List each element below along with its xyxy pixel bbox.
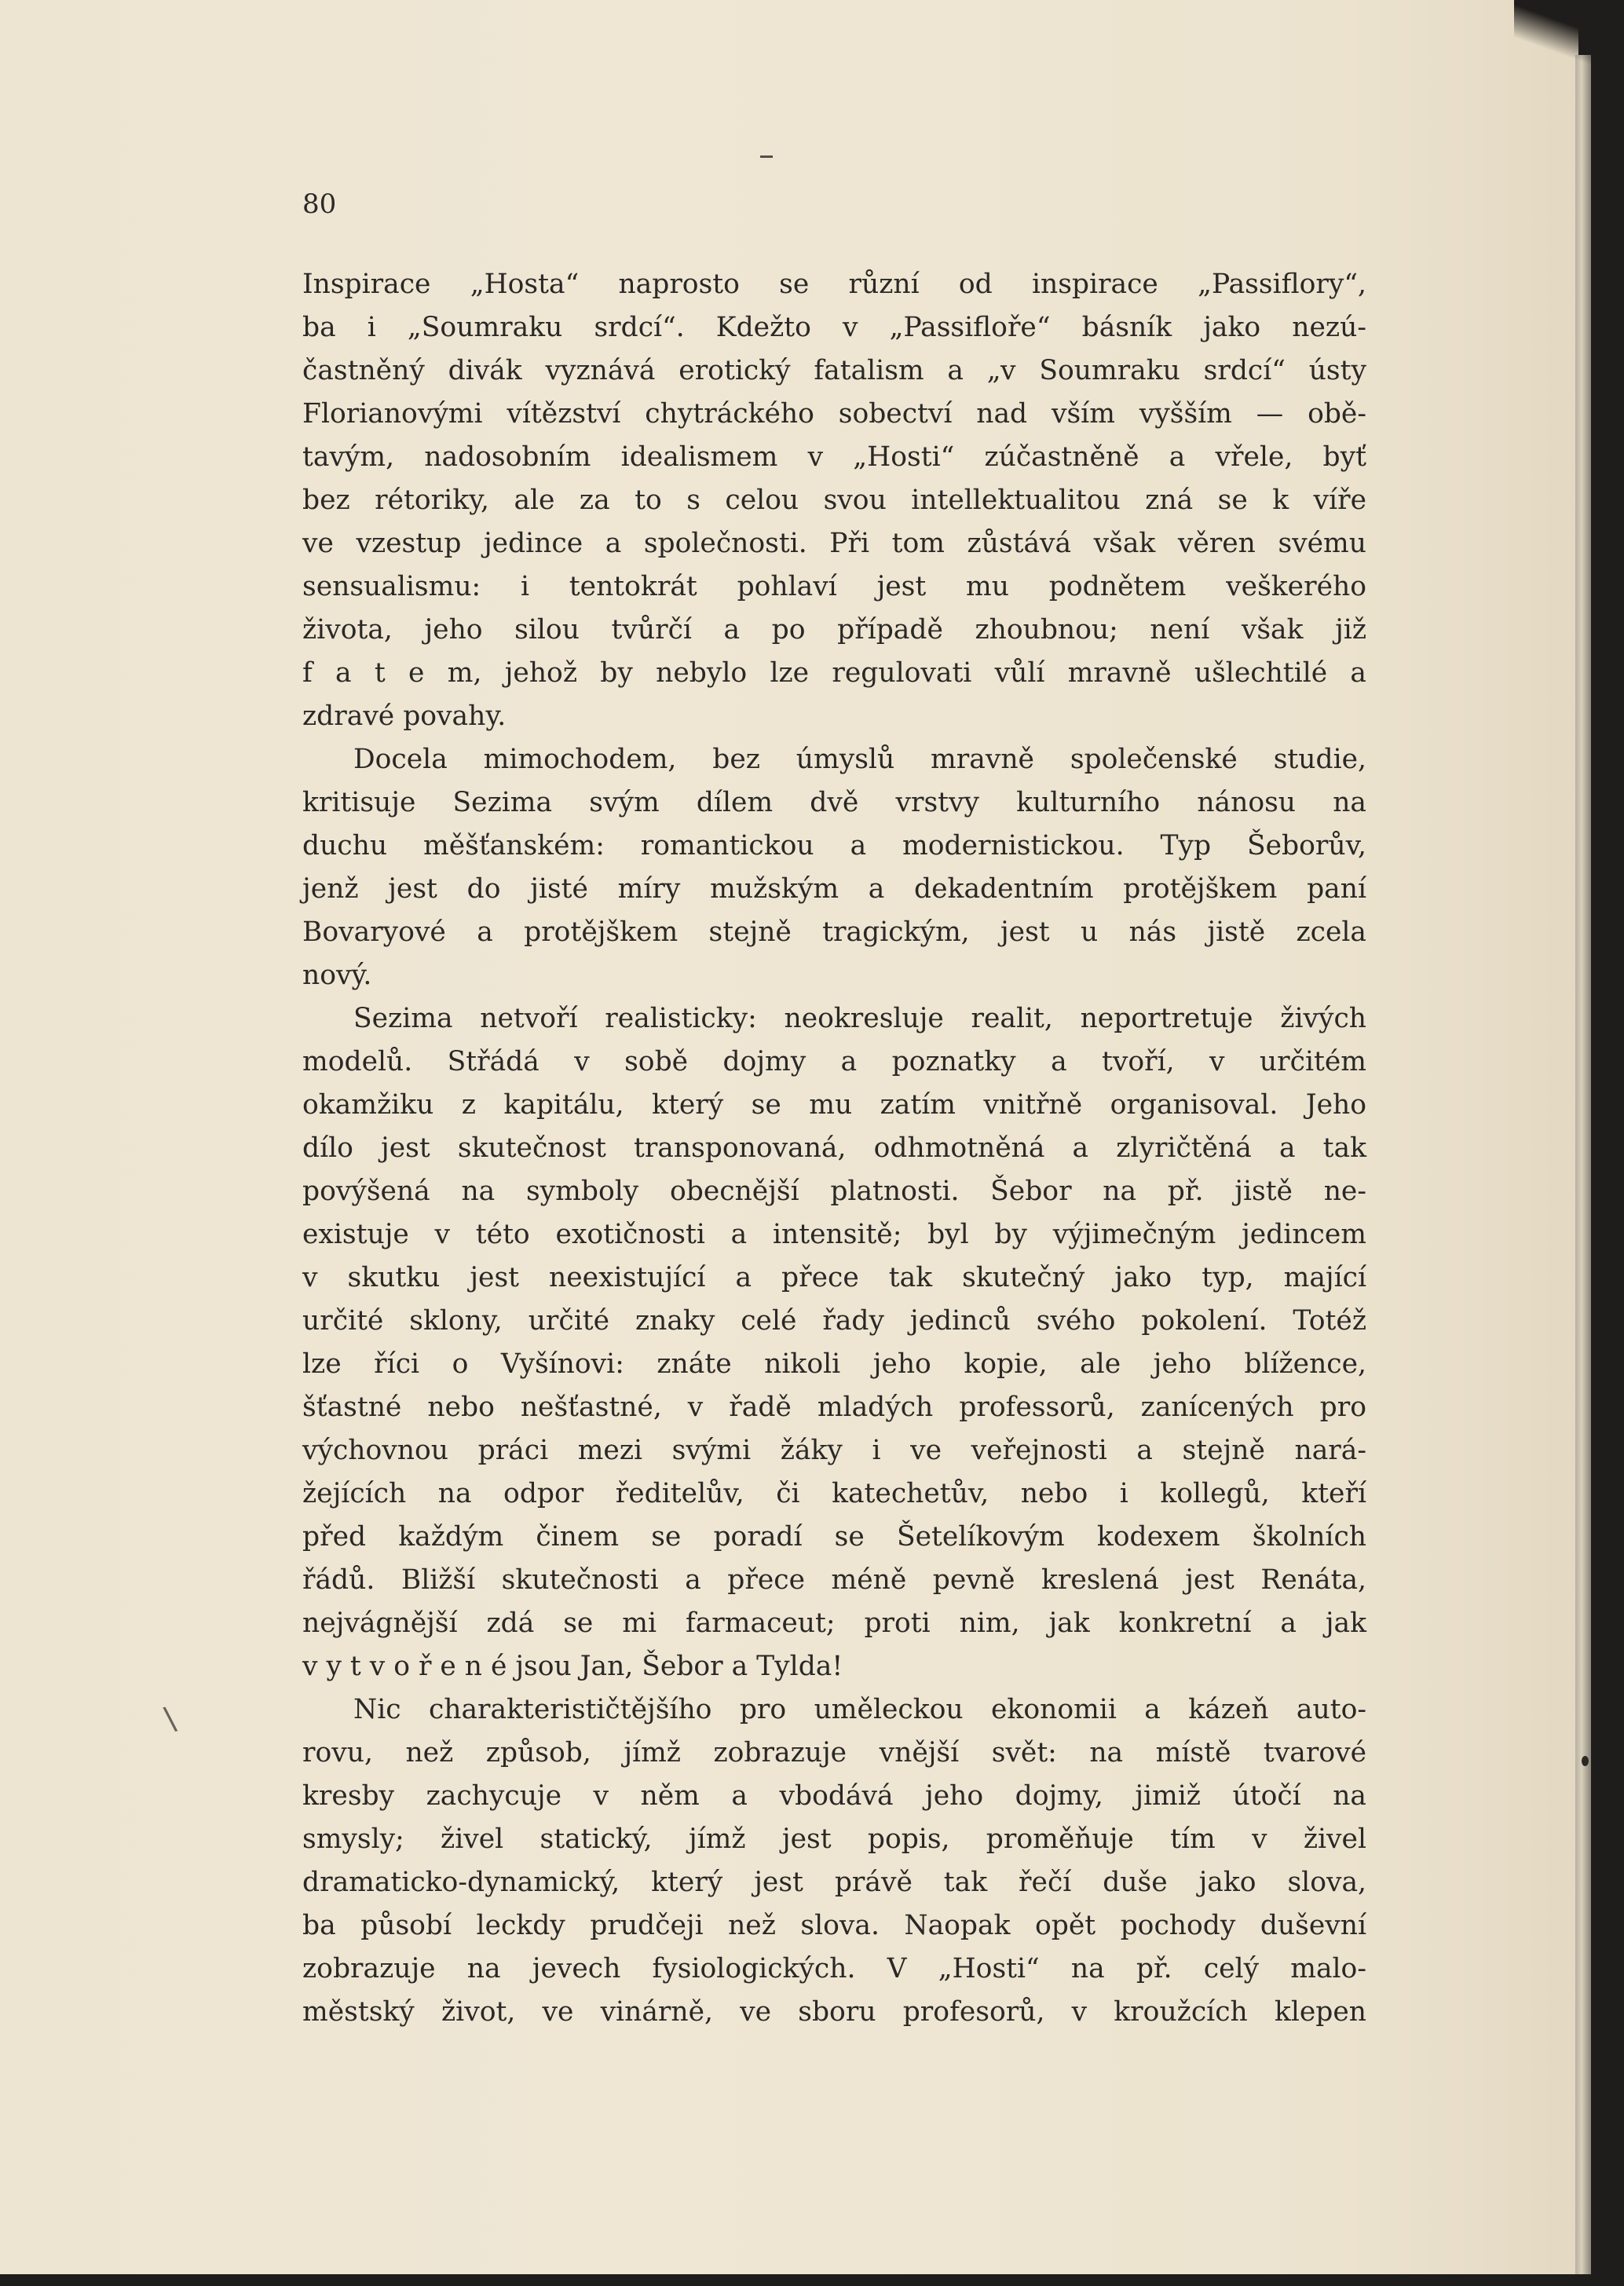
text-line: okamžiku z kapitálu, který se mu zatím vnitřně organisoval. Jeho [302, 1089, 1366, 1121]
text-line: povýšená na symboly obecnější platnosti. Šebor na př. jistě ne- [302, 1176, 1366, 1207]
text-line: lze říci o Vyšínovi: znáte nikoli jeho kopie, ale jeho blížence, [302, 1348, 1366, 1380]
text-line: existuje v této exotičnosti a intensitě; byl by výjimečným jedincem [302, 1219, 1366, 1250]
edge-spot [1582, 1756, 1589, 1766]
text-line: jenž jest do jisté míry mužským a dekadentním protějškem paní [302, 873, 1366, 905]
text-line: bez rétoriky, ale za to s celou svou intellektualitou zná se k víře [302, 485, 1366, 516]
text-line: nový. [302, 960, 372, 991]
text-line: kresby zachycuje v něm a vbodává jeho dojmy, jimiž útočí na [302, 1780, 1366, 1812]
text-line: výchovnou práci mezi svými žáky i ve veřejnosti a stejně nará- [302, 1435, 1366, 1466]
text-line: Bovaryové a protějškem stejně tragickým, jest u nás jistě zcela [302, 916, 1366, 948]
paragraph-3 [302, 997, 1366, 1688]
text-line: dílo jest skutečnost transponovaná, odhmotněná a zlyričtěná a tak [302, 1132, 1366, 1164]
text-line: žejících na odpor ředitelův, či katechetův, nebo i kollegů, kteří [302, 1478, 1366, 1509]
text-line: ve vzestup jedince a společnosti. Při tom zůstává však věren svému [302, 528, 1366, 559]
text-line: před každým činem se poradí se Šetelíkovým kodexem školních [302, 1521, 1366, 1553]
paragraph-4 [302, 1688, 1366, 2034]
text-line: smysly; živel statický, jímž jest popis, proměňuje tím v živel [302, 1823, 1366, 1855]
text-line: řádů. Bližší skutečnosti a přece méně pevně kreslená jest Renáta, [302, 1564, 1366, 1596]
text-line: duchu měšťanském: romantickou a modernistickou. Typ Šeborův, [302, 830, 1366, 861]
corner-shadow [1514, 0, 1624, 71]
text-line: Inspirace „Hosta“ naprosto se různí od inspirace „Passiflory“, [302, 269, 1366, 300]
body-text [302, 263, 1366, 2034]
print-mark [760, 155, 773, 158]
paragraph-2 [302, 738, 1366, 997]
text-line: tavým, nadosobním idealismem v „Hosti“ zúčastněně a vřele, byť [302, 441, 1366, 473]
text-line: modelů. Střádá v sobě dojmy a poznatky a tvoří, v určitém [302, 1046, 1366, 1077]
text-line: sensualismu: i tentokrát pohlaví jest mu podnětem veškerého [302, 571, 1366, 602]
text-line: zobrazuje na jevech fysiologických. V „Hosti“ na př. celý malo- [302, 1953, 1366, 1984]
page-edge [1575, 55, 1591, 2274]
text-line: Florianovými vítězství chytráckého sobectví nad vším vyšším — obě- [302, 398, 1366, 430]
text-line: šťastné nebo nešťastné, v řadě mladých professorů, zanícených pro [302, 1392, 1366, 1423]
text-line: městský život, ve vinárně, ve sboru profesorů, v kroužcích klepen [302, 1996, 1366, 2028]
paragraph-1 [302, 263, 1366, 738]
text-line: ba i „Soumraku srdcí“. Kdežto v „Passifloře“ básník jako nezú- [302, 312, 1366, 343]
text-line: Sezima netvoří realisticky: neokresluje realit, neportretuje živých [353, 1003, 1366, 1034]
text-line: určité sklony, určité znaky celé řady jedinců svého pokolení. Totéž [302, 1305, 1366, 1337]
text-line: v y t v o ř e n é jsou Jan, Šebor a Tylda! [302, 1651, 843, 1682]
text-line: ba působí leckdy prudčeji než slova. Naopak opět pochody duševní [302, 1910, 1366, 1941]
margin-pencil-mark: \ [162, 1700, 179, 1738]
text-line: rovu, než způsob, jímž zobrazuje vnější svět: na místě tvarové [302, 1737, 1366, 1768]
page-number: 80 [302, 188, 337, 220]
text-line: nejvágnější zdá se mi farmaceut; proti nim, jak konkretní a jak [302, 1608, 1366, 1639]
text-line: častněný divák vyznává erotický fatalism a „v Soumraku srdcí“ ústy [302, 355, 1366, 386]
text-line: života, jeho silou tvůrčí a po případě zhoubnou; není však již [302, 614, 1366, 646]
text-line: Docela mimochodem, bez úmyslů mravně společenské studie, [353, 744, 1366, 775]
text-line: v skutku jest neexistující a přece tak skutečný jako typ, mající [302, 1262, 1366, 1293]
text-line: Nic charakterističtějšího pro uměleckou ekonomii a kázeň auto- [353, 1694, 1366, 1725]
text-line: dramaticko-dynamický, který jest právě tak řečí duše jako slova, [302, 1867, 1366, 1898]
text-line: zdravé povahy. [302, 700, 507, 732]
text-line: f a t e m, jehož by nebylo lze regulovati vůlí mravně ušlechtilé a [302, 657, 1366, 689]
text-line: kritisuje Sezima svým dílem dvě vrstvy kulturního nánosu na [302, 787, 1366, 818]
